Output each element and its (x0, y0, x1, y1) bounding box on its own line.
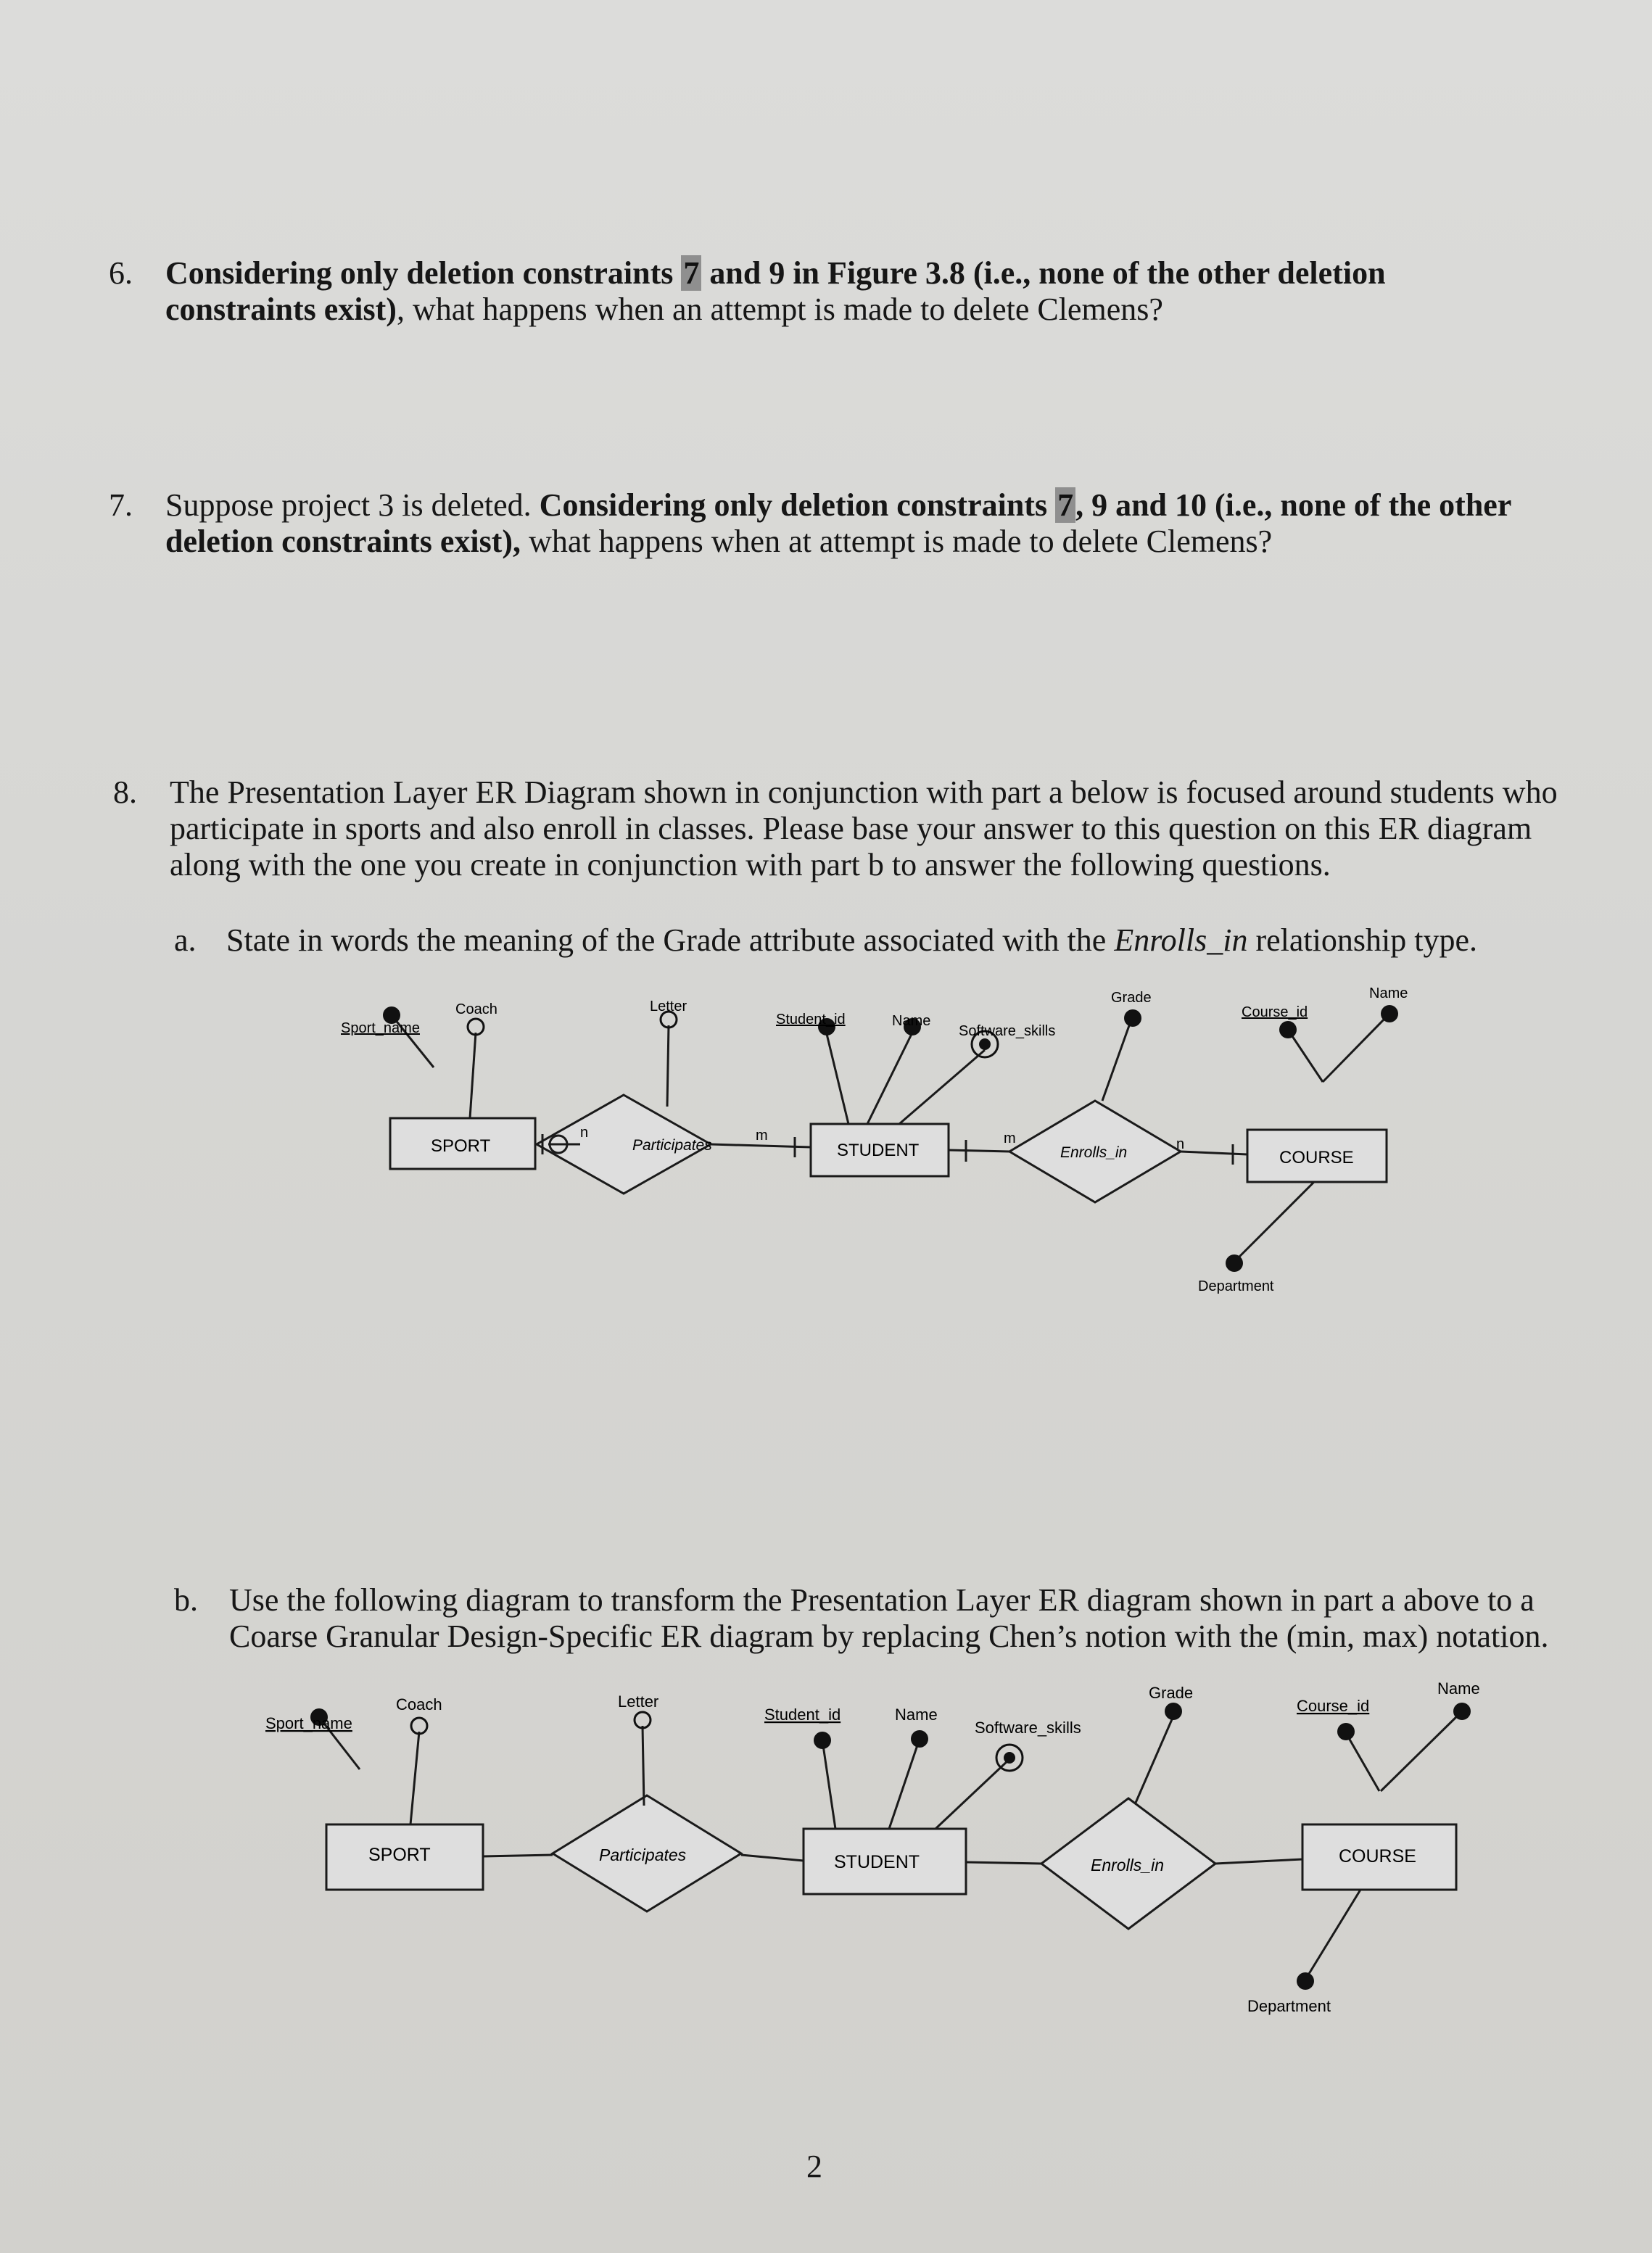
attr-letter-circle (635, 1712, 651, 1728)
attr-course-id-dot (1337, 1723, 1355, 1740)
attr-software-skills: Software_skills (959, 1023, 1056, 1039)
question-text: Suppose project 3 is deleted. Considering only deletion constraints 7, 9 and 10 (i.e., none of the other deletion constraints exist), what happens when at attempt is made to delete Clemens? (165, 487, 1512, 559)
question-number: 8. (113, 774, 137, 810)
part-text: Use the following diagram to transform the Presentation Layer ER diagram shown in part a above to a Coarse Granular Design-Specific ER diagram by replacing Chen’s notion with the (min, max) notation. (229, 1582, 1549, 1654)
attr-course-id-dot (1279, 1021, 1297, 1038)
question-number: 7. (109, 487, 133, 523)
attr-software-skills: Software_skills (975, 1719, 1081, 1737)
question-number: 6. (109, 255, 133, 291)
attr-course-id: Course_id (1297, 1697, 1370, 1715)
card-enrolls-course: n (1176, 1136, 1185, 1152)
question-text: The Presentation Layer ER Diagram shown in conjunction with part a below is focused around students who participate in sports and also enroll in classes. Please base your answer to this question on this ER diagram along with the one you create in conjunction with part b to answer the following questions. (170, 774, 1558, 882)
part-text: State in words the meaning of the Grade attribute associated with the Enrolls_in relationship type. (226, 922, 1477, 958)
attr-student-id: Student_id (764, 1706, 841, 1724)
relationship-enrolls-in: Enrolls_in (1060, 1144, 1128, 1161)
entity-course: COURSE (1339, 1846, 1416, 1867)
entity-student: STUDENT (837, 1141, 920, 1160)
attr-course-name: Name (1369, 985, 1408, 1001)
card-enrolls-student: m (1004, 1130, 1016, 1146)
question-text: Considering only deletion constraints 7 and 9 in Figure 3.8 (i.e., none of the other deletion constraints exist), what happens when an attempt is made to delete Clemens? (165, 255, 1386, 327)
attr-grade-dot (1165, 1703, 1182, 1720)
attr-coach: Coach (396, 1695, 442, 1713)
attr-department-dot (1226, 1254, 1243, 1272)
attr-grade: Grade (1149, 1684, 1194, 1702)
relationship-enrolls-in: Enrolls_in (1091, 1856, 1164, 1874)
card-participates-sport: n (580, 1125, 589, 1141)
attr-coach: Coach (455, 1001, 497, 1017)
relationship-participates: Participates (599, 1845, 687, 1864)
attr-department-dot (1297, 1972, 1314, 1990)
highlight-mark: 7 (681, 255, 701, 291)
attr-department: Department (1247, 1997, 1331, 2015)
entity-sport: SPORT (431, 1136, 491, 1156)
attr-coach-circle (468, 1019, 484, 1035)
er-diagram-a (0, 957, 1652, 1334)
attr-sport-name: Sport_name (341, 1020, 420, 1036)
attr-letter: Letter (618, 1692, 659, 1711)
highlight-mark: 7 (1055, 487, 1075, 523)
entity-course: COURSE (1279, 1148, 1354, 1167)
attr-grade: Grade (1111, 990, 1152, 1006)
attr-coach-circle (411, 1718, 427, 1734)
attr-letter: Letter (650, 999, 687, 1014)
entity-sport: SPORT (368, 1845, 431, 1865)
entity-student: STUDENT (834, 1852, 920, 1872)
part-label: a. (174, 922, 197, 958)
card-participates-student: m (756, 1128, 768, 1144)
attr-student-id: Student_id (776, 1012, 846, 1028)
attr-sport-name: Sport_name (265, 1714, 352, 1732)
attr-course-name: Name (1437, 1679, 1480, 1698)
attr-course-name-dot (1381, 1005, 1398, 1022)
attr-course-name-dot (1453, 1703, 1471, 1720)
attr-department: Department (1198, 1278, 1274, 1294)
attr-grade-dot (1124, 1009, 1141, 1027)
attr-name: Name (892, 1013, 931, 1029)
attr-course-id: Course_id (1242, 1004, 1308, 1020)
attr-name-dot (911, 1730, 928, 1748)
page-number: 2 (806, 2149, 822, 2184)
part-label: b. (174, 1582, 198, 1618)
attr-name: Name (895, 1706, 938, 1724)
attr-student-id-dot (814, 1732, 831, 1749)
er-diagram-b (0, 1661, 1652, 2038)
relationship-participates: Participates (632, 1137, 712, 1154)
